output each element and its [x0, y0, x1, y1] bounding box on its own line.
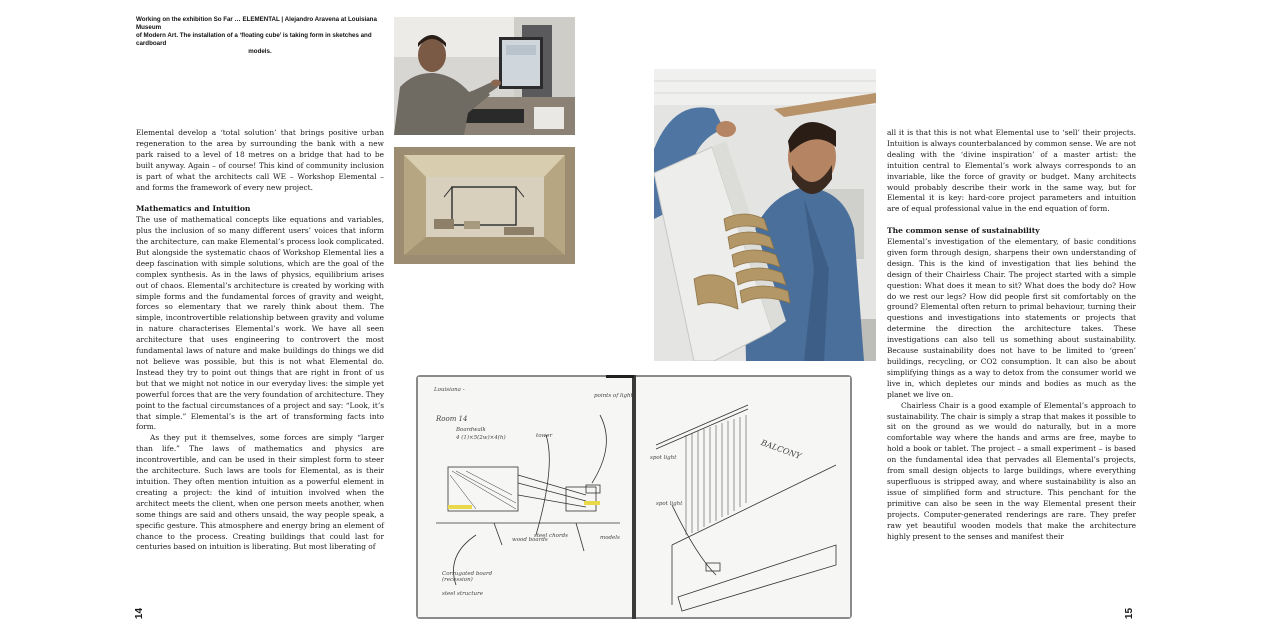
heading-mathematics-intuition: Mathematics and Intuition: [136, 204, 251, 214]
sketch-note: Corrugated board (recession): [442, 571, 493, 583]
caption-line-1: Working on the exhibition So Far … ELEMENTAL | Alejandro Aravena at Louisiana Museum: [136, 16, 377, 31]
sketch-note: Room 14: [436, 415, 468, 423]
caption-line-2: of Modern Art. The installation of a ‘floating cube’ is taking form in sketches and cardboard: [136, 32, 372, 47]
heading-common-sense-sustainability: The common sense of sustainability: [887, 226, 1040, 236]
paragraph-mathematics: The use of mathematical concepts like equations and variables, plus the inclusion of so many different users’ voices that inform the architecture, can make Elemental’s process look complicated. But alongside the systematic chaos of Workshop Elemental lies a deep fascination with simple solutions, which are the goal of the complex synthesis. As in the laws of physics, equilibrium arises out of chaos. Elemental’s architecture is created by working with simple forms and the fundamental forces of gravity and weight, forces so elementary that we rarely think about them. The simple, incontrovertible relationship between gravity and volume in nature characterises Elemental’s work. We have all seen architecture that uses engineering to controvert the most fundamental laws of nature and make buildings do things we did not believe was possible, but this is not what Elemental do. Instead they try to point out things that are right in front of us but that we might not notice in our everyday lives: the simple yet powerful forces that are the very foundation of architecture. They point to the factual circumstances of a project and say: “Look, it’s that simple.” Elemental’s is the art of transforming facts into form.: [136, 215, 384, 432]
sketch-note: spot light: [656, 501, 683, 507]
sketch-note: points of light: [594, 393, 633, 399]
sketch-note: wood boards: [512, 537, 548, 543]
left-text-column: [136, 128, 384, 553]
paragraph-larger-than-life: As they put it themselves, some forces are simply “larger than life.” The laws of mathematics and physics are incontrovertible, and can be used in their simplest form to steer the architecture. Such laws are tools for Elemental, as is their intuition. They often mention intuition as a powerful element in creating a project: the kind of intuition involved when the architect meets the client, when one person meets another, when some things are said and others unsaid, the way people speak, a specific gesture. This atmosphere and energy bring an element of chance to the process. Creating buildings that could last for centuries based on intuition is liberating. But most liberating of: [136, 433, 384, 552]
sketch-note: 4 (1)×5(2w)×4(h): [456, 435, 506, 441]
photo-caption: [136, 16, 384, 56]
sketch-note: Louisiana -: [434, 387, 465, 393]
paragraph-sustainability: Elemental’s investigation of the elementary, of basic conditions given form through design, sharpens their own understanding of design. This is the kind of investigation that lies behind the design of their Chairless Chair. The project started with a simple question: What does it mean to sit? What does the body do? How do we rest our legs? How did people first sit comfortably on the ground? Elemental often return to primal behaviour, turning their questions and investigations into statements or projects that determine the direction the architecture takes. These investigations can also tell us something about sustainability. Because sustainability does not have to be limited to ‘green’ buildings, recycling, or CO2 consumption. It can also be about simplifying things as a way to detox from the consumer world we live in, which depletes our minds and bodies as much as the planet we live on.: [887, 237, 1136, 399]
paragraph-total-solution: Elemental develop a ‘total solution’ that brings positive urban regeneration to the area by surrounding the bank with a new park raised to a level of 18 metres on a bridge that had to be built anyway. Again – of course! This kind of community inclusion is part of what the architects call WE – Workshop Elemental – and forms the framework of every new project.: [136, 128, 384, 192]
sketch-note: steel structure: [442, 591, 483, 597]
caption-line-3: models.: [248, 48, 272, 55]
photo-man-holding-model: [654, 69, 876, 361]
sketchbook: [416, 375, 852, 619]
page-number-left: 14: [134, 607, 146, 620]
paragraph-chairless-chair: Chairless Chair is a good example of Elemental’s approach to sustainability. The chair is simply a strap that makes it possible to sit on the ground as we would do naturally, but in a more comfortable way where the hands and arms are free, maybe to hold a book or tablet. The project – a small experiment – is based on the fundamental idea that pervades all Elemental’s projects, from small design objects to large buildings, where everything superfluous is stripped away, and where sustainability is also an issue of simplified form and structure. This penchant for the primitive can also be seen in the way Elemental present their projects. Computer-generated renderings are rare. They prefer raw yet beautiful wooden models that make the architecture highly present to the senses and manifest their: [887, 400, 1136, 541]
page-number-right: 15: [1124, 607, 1136, 620]
photo-man-at-computer: [394, 17, 575, 135]
sketch-annotations: [416, 375, 852, 619]
sketch-note: BALCONY: [759, 438, 803, 461]
photo-cardboard-model: [394, 147, 575, 264]
sketch-note: models: [600, 535, 620, 541]
paragraph-intuition-counterbalanced: all it is that this is not what Elemental use to ‘sell’ their projects. Intuition is always counterbalanced by common sense. We are not dealing with the ‘divine inspiration’ of a master artist: the intuition central to Elemental’s work always corresponds to an invariable, like the force of gravity or budget. Many architects would probably describe their work in the same way, but for Elemental it is key: hard-core project parameters and intuition are of equal professional value in the end equation of form.: [887, 128, 1136, 214]
sketch-note: tower: [536, 433, 553, 439]
sketch-note: spot light: [650, 455, 677, 461]
right-text-column: [887, 128, 1136, 542]
sketch-note: Boardwalk: [456, 427, 486, 433]
sketch-note: steel chords: [534, 533, 568, 539]
